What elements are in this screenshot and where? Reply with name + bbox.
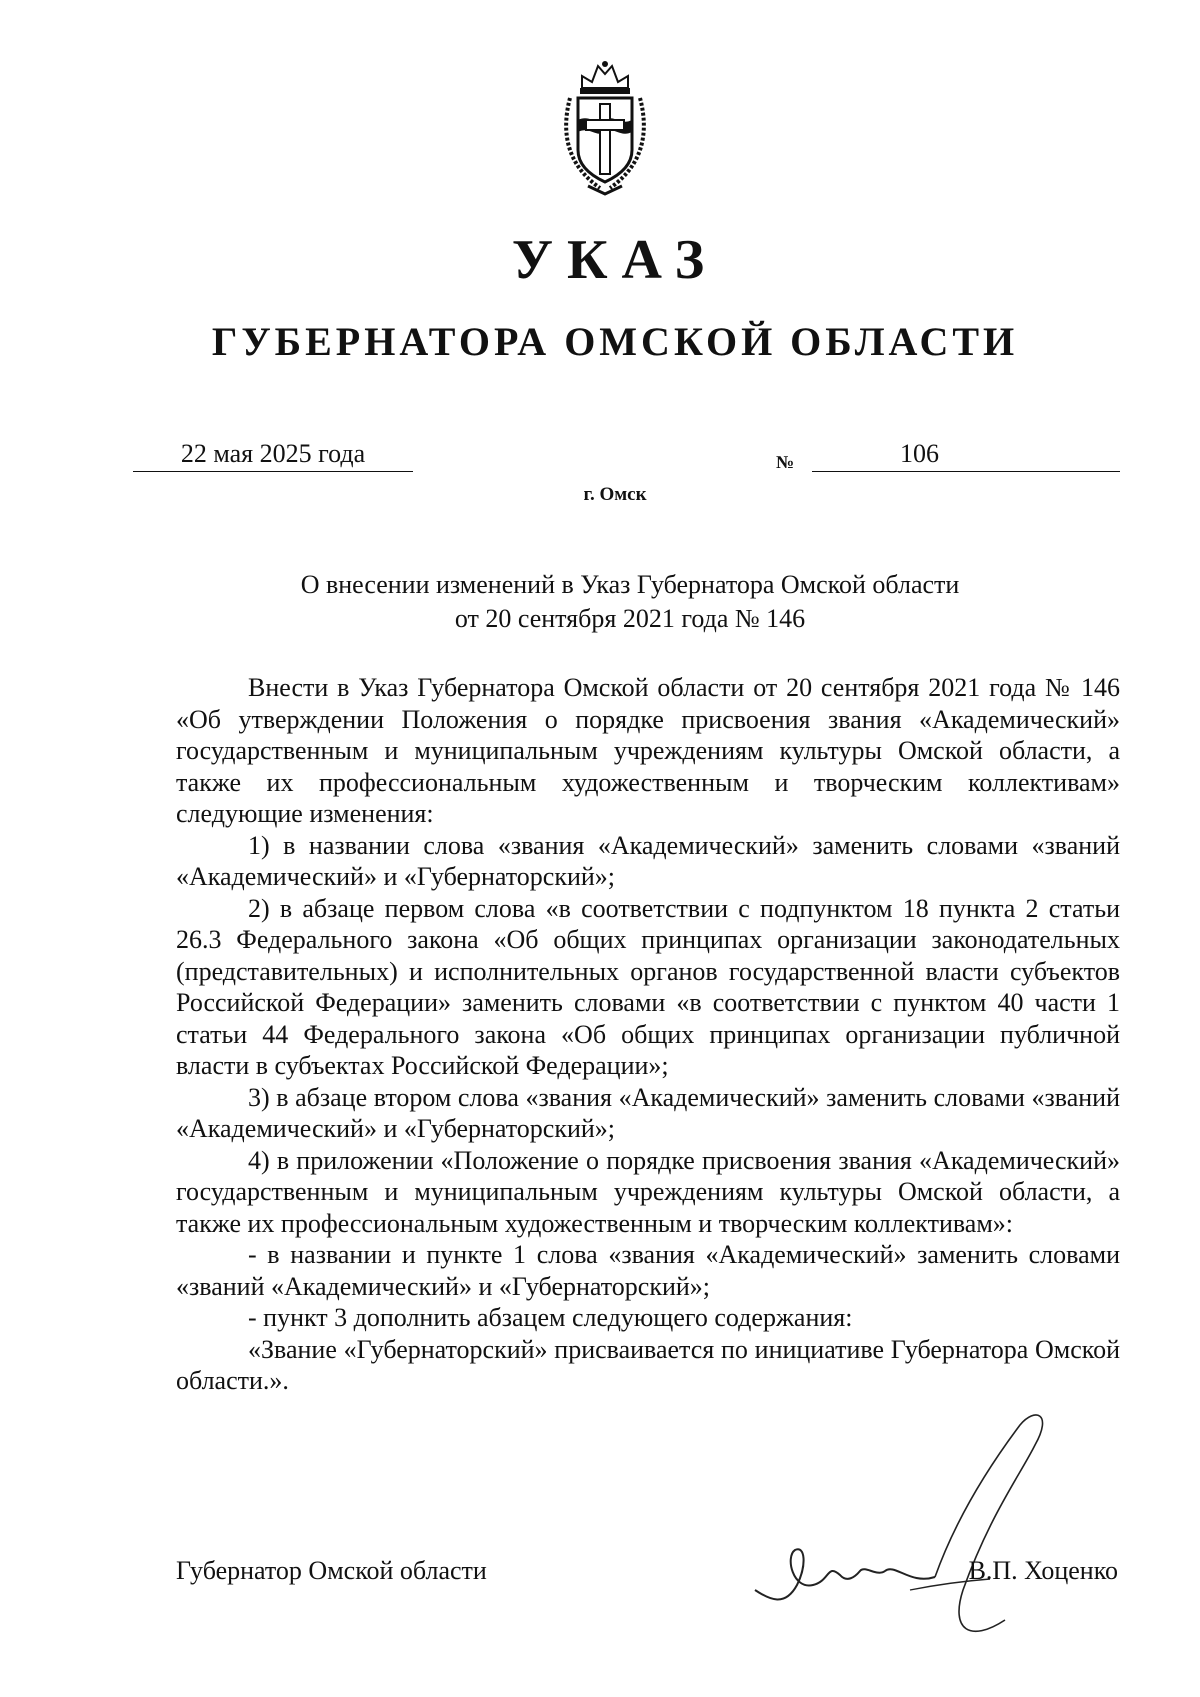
decree-number-field [812,437,1120,472]
decree-date: 22 мая 2025 года [133,437,413,472]
number-sign: № [776,452,795,472]
omsk-region-coat-of-arms-icon [560,58,650,196]
signatory-role: Губернатор Омской области [176,1556,487,1585]
body-paragraph-item-4: 4) в приложении «Положение о порядке присвоения звания «Академический» государственным и муниципальным учреждениям культуры Омской области, а также их профессиональным художественным и творческим коллективам»: [176,1145,1120,1238]
subject-line-2: от 20 сентября 2021 года № 146 [454,604,806,633]
subject-line-1: О внесении изменений в Указ Губернатора Омской области [300,570,960,599]
body-paragraph-item-1: 1) в названии слова «звания «Академический» заменить словами «званий «Академический» и «Губернаторский»; [176,830,1120,891]
body-paragraph-subitem-2: - пункт 3 дополнить абзацем следующего содержания: [248,1303,853,1332]
body-paragraph-quote: «Звание «Губернаторский» присваивается по инициативе Губернатора Омской области.». [176,1334,1120,1395]
handwritten-signature-icon [735,1385,1095,1645]
signatory-name: В.П. Хоценко [968,1556,1118,1585]
decree-body [176,672,1120,1397]
decree-subject [200,568,1060,636]
body-paragraph-intro: Внести в Указ Губернатора Омской области от 20 сентября 2021 года № 146 «Об утверждении Положения о порядке присвоения звания «Академический» государственным и муниципальным учреждениям культуры Омской области, а также их профессиональным художественным и творческим коллективам» следующие изменения: [176,673,1120,828]
body-paragraph-item-3: 3) в абзаце втором слова «звания «Академический» заменить словами «званий «Академический» и «Губернаторский»; [176,1082,1120,1143]
body-paragraph-subitem-1: - в названии и пункте 1 слова «звания «Академический» заменить словами «званий «Академический» и «Губернаторский»; [176,1240,1120,1301]
body-paragraph-item-2: 2) в абзаце первом слова «в соответствии с подпунктом 18 пункта 2 статьи 26.3 Федерального закона «Об общих принципах организации законодательных (представительных) и исполнительных органов государственной власти субъектов Российской Федерации» заменить словами «в соответствии с пунктом 40 части 1 статьи 44 Федерального закона «Об общих принципах организации публичной власти в субъектах Российской Федерации»; [176,893,1120,1080]
issue-city: г. Омск [583,484,647,505]
document-subtitle: ГУБЕРНАТОРА ОМСКОЙ ОБЛАСТИ [211,319,1019,364]
decree-number: 106 [900,439,939,468]
document-title: УКАЗ [511,229,719,291]
